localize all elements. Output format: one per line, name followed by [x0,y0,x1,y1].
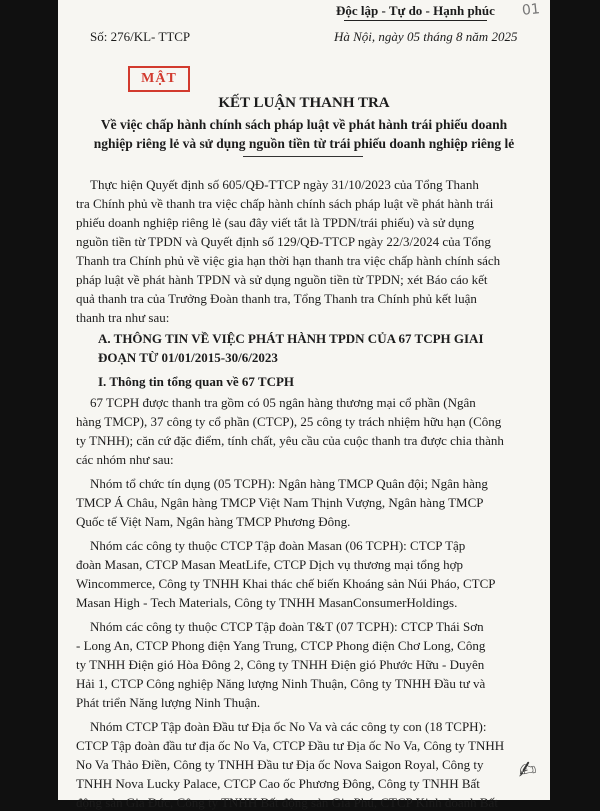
body-line: ty TNHH Điện gió Hòa Đông 2, Công ty TNHH Điện gió Phước Hữu - Duyên [76,657,485,672]
body-line: các nhóm như sau: [76,452,174,467]
body-line: Nhóm CTCP Tập đoàn Đầu tư Địa ốc No Va và các công ty con (18 TCPH): [90,719,487,734]
secret-stamp: MẬT [128,66,190,92]
document-page [58,0,550,810]
body-line: 67 TCPH được thanh tra gồm có 05 ngân hàng thương mại cổ phần (Ngân [90,395,476,410]
body-line: - Long An, CTCP Phong điện Yang Trung, CTCP Phong điện Chơ Long, Công [76,638,486,653]
body-line: Masan High - Tech Materials, Công ty TNHH MasanConsumerHoldings. [76,595,458,610]
body-line: Quốc tế Việt Nam, Ngân hàng TMCP Phương Đông. [76,514,351,529]
section-i-heading: I. Thông tin tổng quan về 67 TCPH [98,374,295,389]
document-subtitle-line: nghiệp riêng lẻ và sử dụng nguồn tiền từ trái phiếu doanh nghiệp riêng lẻ [58,136,550,152]
body-line: Hải 1, CTCP Công nghiệp Năng lượng Ninh Thuận, Công ty TNHH Đầu tư và [76,676,486,691]
place-date: Hà Nội, ngày 05 tháng 8 năm 2025 [334,29,518,44]
body-line: ty TNHH); căn cứ đặc điểm, tính chất, yêu cầu của cuộc thanh tra được chia thành [76,433,504,448]
intro-line: nguồn tiền từ TPDN và Quyết định số 129/QĐ-TTCP ngày 22/3/2024 của Tổng [76,234,491,249]
intro-line: Thực hiện Quyết định số 605/QĐ-TTCP ngày 31/10/2023 của Tổng Thanh [90,177,479,192]
intro-line: tra Chính phủ về thanh tra việc chấp hành chính sách pháp luật về phát hành trái [76,196,494,211]
document-number: Số: 276/KL- TTCP [90,29,191,44]
document-subtitle-line: Về việc chấp hành chính sách pháp luật về phát hành trái phiếu doanh [100,117,508,132]
body-line: TNHH Nova Lucky Palace, CTCP Cao ốc Phương Đông, Công ty TNHH Bất [76,776,480,791]
document-title: KẾT LUẬN THANH TRA [218,95,390,111]
body-line: Nhóm tổ chức tín dụng (05 TCPH): Ngân hàng TMCP Quân đội; Ngân hàng [90,476,488,491]
body-line: hàng TMCP), 37 công ty cổ phần (CTCP), 25 công ty trách nhiệm hữu hạn (Công [76,414,502,429]
body-line: No Va Thảo Điền, Công ty TNHH Đầu tư Địa ốc Nova Saigon Royal, Công ty [76,757,484,772]
body-line: CTCP Tập đoàn đầu tư địa ốc No Va, CTCP Đầu tư Địa ốc No Va, Công ty TNHH [76,738,505,753]
handwritten-code: 01 [521,1,541,19]
intro-line: thanh tra như sau: [76,310,170,325]
body-line: Wincommerce, Công ty TNHH Khai thác chế biến Khoáng sản Núi Pháo, CTCP [76,576,496,591]
intro-line: pháp luật về phát hành TPDN và sử dụng nguồn tiền từ TPDN; xét Báo cáo kết [76,272,488,287]
body-line: động sản Gia Đức, Công ty TNHH Bất động sản Gia Phú, CTCP Kinh doanh Bất [76,795,498,810]
section-a-heading: ĐOẠN TỪ 01/01/2015-30/6/2023 [98,350,278,365]
body-line: đoàn Masan, CTCP Masan MeatLife, CTCP Dịch vụ thương mại tổng hợp [76,557,464,572]
intro-line: phiếu doanh nghiệp riêng lẻ (sau đây viết tắt là TPDN/trái phiếu) và sử dụng [76,215,475,230]
body-line: Nhóm các công ty thuộc CTCP Tập đoàn Masan (06 TCPH): CTCP Tập [90,538,466,553]
section-a-heading: A. THÔNG TIN VỀ VIỆC PHÁT HÀNH TPDN CỦA 67 TCPH GIAI [98,331,484,346]
intro-line: Thanh tra Chính phủ về việc gia hạn thời hạn thanh tra việc chấp hành chính sách [76,253,501,268]
body-line: Nhóm các công ty thuộc CTCP Tập đoàn T&T (07 TCPH): CTCP Thái Sơn [90,619,484,634]
intro-line: quả thanh tra của Trưởng Đoàn thanh tra, Tổng Thanh tra Chính phủ kết luận [76,291,477,306]
body-line: TMCP Á Châu, Ngân hàng TMCP Việt Nam Thịnh Vượng, Ngân hàng TMCP [76,495,484,510]
handwritten-mark-icon: ✍ [515,756,539,785]
body-line: Phát triển Năng lượng Ninh Thuận. [76,695,261,710]
national-motto: Độc lập - Tự do - Hạnh phúc [336,3,495,18]
